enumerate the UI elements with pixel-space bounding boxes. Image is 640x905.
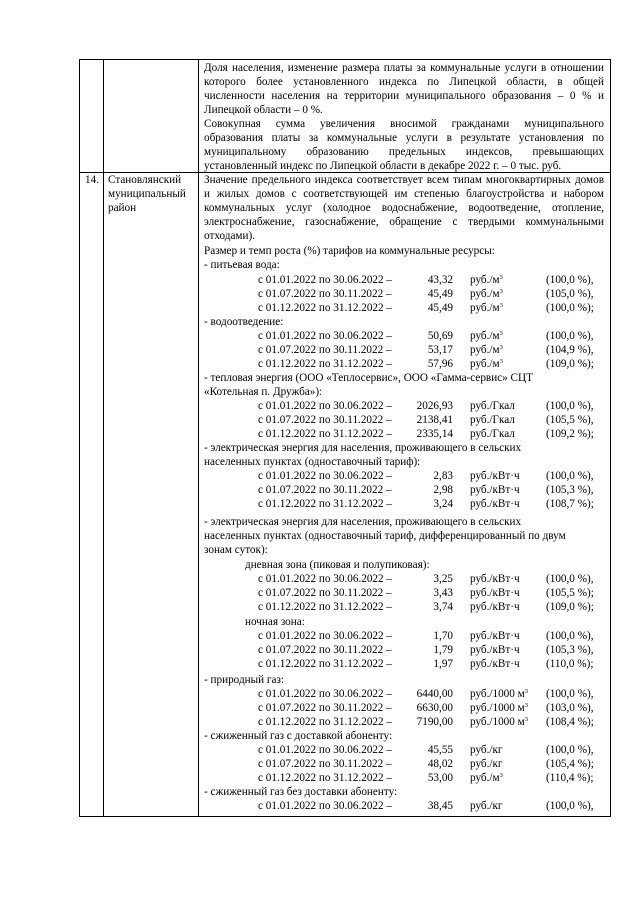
section-label-heat: - тепловая энергия (ООО «Теплосервис», ООО «Гамма-сервис» СЦТ (204, 372, 533, 384)
tariff-unit: руб./Гкал (470, 400, 515, 412)
tariff-value: 3,25 (433, 573, 453, 585)
tariff-value: 6630,00 (416, 702, 453, 714)
tariff-unit: руб./кВт·ч (470, 470, 520, 482)
column-divider (198, 60, 199, 816)
tariff-unit: руб./1000 $м^3$ (470, 702, 528, 714)
district-name-line: район (108, 202, 137, 214)
section-label-water: - питьевая вода: (204, 259, 280, 271)
section-label-lpg-no-delivery: - сжиженный газ без доставки абоненту: (204, 786, 398, 798)
tariff-growth: (100,0 %); (546, 302, 594, 314)
tariff-unit: руб./кВт·ч (470, 644, 520, 656)
tariff-unit: руб./1000 $м^3$ (470, 716, 528, 728)
tariff-growth: (104,9 %), (546, 344, 594, 356)
tariff-growth: (108,7 %); (546, 498, 594, 510)
tariff-period: с 01.07.2022 по 30.11.2022 – (258, 414, 392, 426)
tariff-period: с 01.01.2022 по 30.06.2022 – (258, 688, 393, 700)
tariff-period: с 01.07.2022 по 30.11.2022 – (258, 758, 392, 770)
tariff-period: с 01.07.2022 по 30.11.2022 – (258, 702, 392, 714)
tariff-growth: (108,4 %); (546, 716, 594, 728)
tariff-value: 45,55 (427, 744, 453, 756)
district-name-line: муниципальный (108, 188, 186, 200)
tariff-unit: руб./кВт·ч (470, 484, 520, 496)
tariff-period: с 01.01.2022 по 30.06.2022 – (258, 744, 393, 756)
tariff-growth: (109,2 %); (546, 428, 594, 440)
tariff-value: 38,45 (427, 800, 453, 812)
tariff-unit: руб./1000 $м^3$ (470, 688, 528, 700)
tariff-unit: $руб./м^3$ (470, 288, 503, 300)
tariff-growth: (109,0 %); (546, 358, 594, 370)
tariff-growth: (105,0 %), (546, 288, 594, 300)
tariff-period: с 01.12.2022 по 31.12.2022 – (258, 358, 393, 370)
tariff-value: 45,49 (427, 302, 453, 314)
zone-label-night: ночная зона: (245, 616, 305, 628)
tariff-period: с 01.01.2022 по 30.06.2022 – (258, 400, 393, 412)
tariff-growth: (100,0 %), (546, 400, 594, 412)
tariff-value: 53,17 (427, 344, 453, 356)
tariff-period: с 01.01.2022 по 30.06.2022 – (258, 573, 393, 585)
population-share-text: Доля населения, изменение размера платы за коммунальные услуги в отношении которого более установленного индекса по Липецкой области, в общей численности населения на территории муниципального образования – 0 % и Липецкой области – 0 %. (204, 62, 604, 116)
tariff-growth: (100,0 %), (546, 274, 594, 286)
column-divider (103, 60, 104, 816)
tariff-unit: $руб./м^3$ (470, 358, 503, 370)
tariff-unit: руб./кВт·ч (470, 587, 520, 599)
tariff-unit: руб./кг (470, 758, 503, 770)
tariff-value: 48,02 (427, 758, 453, 770)
tariff-period: с 01.12.2022 по 31.12.2022 – (258, 658, 393, 670)
tariff-growth: (100,0 %), (546, 573, 594, 585)
section-label-electricity-zones: населенных пунктах (одноставочный тариф, дифференцированный по двум (204, 530, 566, 542)
tariff-growth: (100,0 %), (546, 630, 594, 642)
tariff-growth: (105,3 %), (546, 644, 594, 656)
tariff-period: с 01.12.2022 по 31.12.2022 – (258, 716, 393, 728)
tariff-period: с 01.12.2022 по 31.12.2022 – (258, 428, 393, 440)
tariff-unit: $руб./м^3$ (470, 274, 503, 286)
tariff-unit: руб./кВт·ч (470, 498, 520, 510)
tariff-value: 43,32 (427, 274, 453, 286)
tariff-period: с 01.01.2022 по 30.06.2022 – (258, 630, 393, 642)
tariff-unit: $руб./м^3$ (470, 344, 503, 356)
tariff-unit: руб./кВт·ч (470, 658, 520, 670)
tariff-unit: $руб./м^3$ (470, 330, 503, 342)
tariff-period: с 01.01.2022 по 30.06.2022 – (258, 330, 393, 342)
tariff-value: 2335,14 (416, 428, 453, 440)
tariff-growth: (100,0 %), (546, 800, 594, 812)
tariff-value: 53,00 (427, 772, 453, 784)
tariff-unit: руб./Гкал (470, 414, 515, 426)
tariff-value: 3,43 (433, 587, 453, 599)
tariff-value: 3,74 (433, 601, 453, 613)
zone-label-day: дневная зона (пиковая и полупиковая): (245, 559, 430, 571)
tariff-growth: (105,4 %); (546, 758, 594, 770)
tariff-value: 3,24 (433, 498, 453, 510)
tariff-growth: (105,5 %); (546, 587, 594, 599)
tariff-heading: Размер и темп роста (%) тарифов на коммунальные ресурсы: (204, 245, 495, 257)
tariff-period: с 01.12.2022 по 31.12.2022 – (258, 601, 393, 613)
tariff-unit: руб./кг (470, 800, 503, 812)
section-label-electricity-zones: зонам суток): (204, 544, 268, 556)
tariff-unit: $руб./м^3$ (470, 772, 503, 784)
section-label-lpg-delivery: - сжиженный газ с доставкой абоненту: (204, 730, 393, 742)
tariff-value: 50,69 (427, 330, 453, 342)
total-increase-text: Совокупная сумма увеличения вносимой гражданами муниципального образования платы за коммунальные услуги в результате установления по муниципальному образованию предельных индексов, превышающих установленный индекс по Липецкой области в декабре 2022 г. – 0 тыс. руб. (204, 118, 604, 172)
tariff-unit: руб./Гкал (470, 428, 515, 440)
tariff-period: с 01.01.2022 по 30.06.2022 – (258, 800, 393, 812)
tariff-period: с 01.01.2022 по 30.06.2022 – (258, 274, 393, 286)
tariff-period: с 01.07.2022 по 30.11.2022 – (258, 484, 392, 496)
tariff-value: 6440,00 (416, 688, 453, 700)
row-number: 14. (85, 174, 99, 186)
tariff-value: 2026,93 (416, 400, 453, 412)
tariff-growth: (109,0 %); (546, 601, 594, 613)
tariff-growth: (105,3 %), (546, 484, 594, 496)
tariff-period: с 01.07.2022 по 30.11.2022 – (258, 344, 392, 356)
tariff-period: с 01.07.2022 по 30.11.2022 – (258, 288, 392, 300)
tariff-period: с 01.01.2022 по 30.06.2022 – (258, 470, 393, 482)
tariff-value: 1,79 (433, 644, 453, 656)
section-label-electricity: - электрическая энергия для населения, проживающего в сельских (204, 442, 522, 454)
section-label-electricity: населенных пунктах (одноставочный тариф): (204, 456, 421, 468)
section-label-sewer: - водоотведение: (204, 316, 284, 328)
tariff-value: 1,97 (433, 658, 453, 670)
tariff-growth: (100,0 %), (546, 470, 594, 482)
tariff-unit: руб./кВт·ч (470, 630, 520, 642)
tariff-period: с 01.12.2022 по 31.12.2022 – (258, 772, 393, 784)
tariff-period: с 01.12.2022 по 31.12.2022 – (258, 498, 393, 510)
tariff-table (79, 59, 611, 817)
tariff-period: с 01.07.2022 по 30.11.2022 – (258, 644, 392, 656)
district-name-line: Становлянский (108, 174, 182, 186)
tariff-value: 1,70 (433, 630, 453, 642)
tariff-unit: руб./кВт·ч (470, 601, 520, 613)
tariff-unit: руб./кг (470, 744, 503, 756)
tariff-value: 57,96 (427, 358, 453, 370)
index-description: Значение предельного индекса соответствует всем типам многоквартирных домов и жилых домов с соответствующей им степенью благоустройства и набором коммунальных услуг (холодное водоснабжение, водоотведение, отопление, электроснабжение, газоснабжение, обращение с твердыми коммунальными отходами). (204, 174, 604, 242)
section-label-heat: «Котельная п. Дружба»): (204, 386, 323, 398)
tariff-value: 2,98 (433, 484, 453, 496)
tariff-growth: (100,0 %), (546, 744, 594, 756)
tariff-value: 7190,00 (416, 716, 453, 728)
tariff-period: с 01.12.2022 по 31.12.2022 – (258, 302, 393, 314)
tariff-growth: (100,0 %), (546, 688, 594, 700)
tariff-value: 2138,41 (416, 414, 453, 426)
tariff-growth: (100,0 %), (546, 330, 594, 342)
section-label-gas: - природный газ: (204, 674, 285, 686)
tariff-growth: (110,0 %); (546, 658, 594, 670)
tariff-value: 2,83 (433, 470, 453, 482)
tariff-unit: $руб./м^3$ (470, 302, 503, 314)
tariff-growth: (110,4 %); (546, 772, 594, 784)
tariff-value: 45,49 (427, 288, 453, 300)
tariff-unit: руб./кВт·ч (470, 573, 520, 585)
tariff-growth: (105,5 %), (546, 414, 594, 426)
section-label-electricity-zones: - электрическая энергия для населения, проживающего в сельских (204, 516, 522, 528)
tariff-period: с 01.07.2022 по 30.11.2022 – (258, 587, 392, 599)
tariff-growth: (103,0 %), (546, 702, 594, 714)
